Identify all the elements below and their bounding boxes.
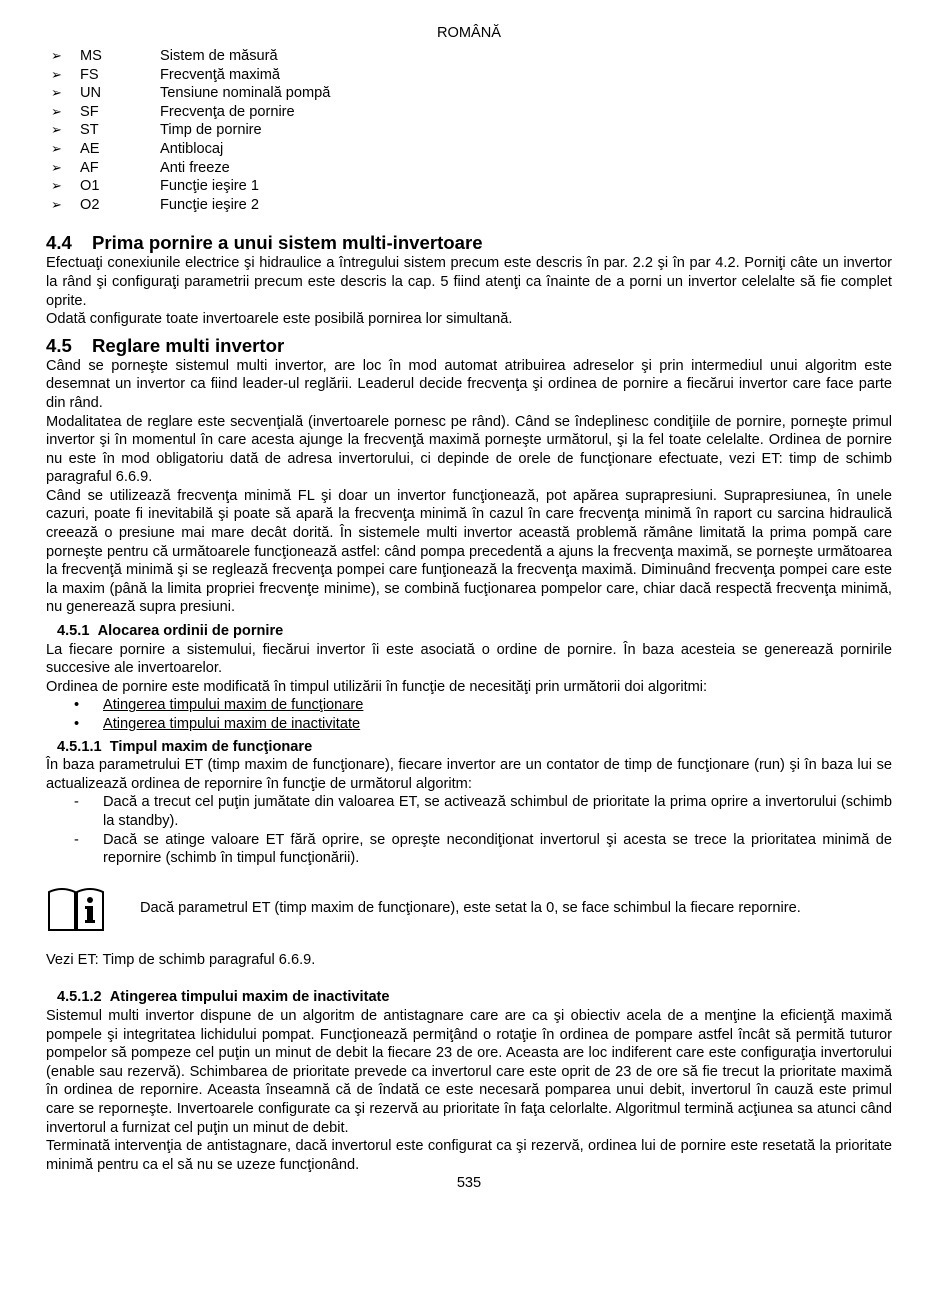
section-number: 4.4 [46,232,72,254]
arrow-bullet-icon: ➢ [51,66,62,82]
paragraph: Când se utilizează frecvenţa minimă FL şi doar un invertor funcţionează, pot apărea suprapresiuni. Suprapresiunea, în unele cazuri, poate fi inevitabilă şi poate să apară la frecvenţa minimă în cazul în care frecvenţa minimă în raport cu sarcina hidraulică creează o presiune mai mare decât dorită. În sistemele multi invertor această problemă rămâne limitată la prima pompă care porneşte pentru că următoarele funcţionează astfel: când pompa precedentă a ajuns la frecvenţa maximă, se porneşte următoarea la frecvenţă minimă şi se reglează frecvenţa pompei care funţionează la frecvenţa maximă. Diminuând frecvenţa pompei care este la maxim (până la limita propriei frecvenţe minime), se combină fucţionarea pompelor care, chiar dacă respectă frecvenţa minimă, nu generează supra presiuni. [46,487,892,616]
parameter-desc: Funcţie ieşire 1 [160,178,259,195]
paragraph: Terminată intervenţia de antistagnare, dacă invertorul este configurat ca şi rezervă, ordinea lui de pornire este resetată la prioritate minimă pentru ca el să nu se uzeze funcţionând. [46,1138,892,1173]
subsection-number: 4.5.1 [57,623,90,640]
parameter-code: O1 [80,178,100,195]
paragraph: Efectuaţi conexiunile electrice şi hidraulice a întregului sistem precum este descris în par. 2.2 şi în par 4.2. Porniţi câte un invertor la rând şi configuraţi parametrii precum este descris la cap. 5 fiind atenţi ca înainte de a porni un invertor celelalte să fie complet oprite. [46,255,892,309]
algorithm-list [46,696,892,733]
paragraph: Modalitatea de reglare este secvenţială (invertoarele pornesc pe rând). Când se îndeplinesc condiţiile de pornire, porneşte primul invertor şi în momentul în care acesta ajunge la frecvenţă maximă porneşte următorul, şi la fel toate celelalte. Ordinea de pornire nu este în mod obligatoriu dată de adresa invertorului, ci depinde de orele de funcţionare efectuate, vezi ET: timp de schimb paragraful 6.6.9. [46,413,892,486]
parameter-desc: Tensiune nominală pompă [160,85,331,102]
section-title: Reglare multi invertor [92,334,285,356]
section-heading-4-4 [46,232,892,254]
note-text: Dacă parametrul ET (timp maxim de funcţionare), este setat la 0, se face schimbul la fiecare repornire. [140,900,801,917]
parameter-item [46,121,892,140]
paragraph: Sistemul multi invertor dispune de un algoritm de antistagnare care are ca şi obiectiv acela de a menţine la eficienţă maximă pompele şi integritatea lichidului pompat. Funcţionează permiţând o rotaţie în ordinea de pompare astfel încât să permită tuturor pompelor să pompeze cel puţin un minut de debit la fiecare 23 de ore. Aceasta are loc indiferent care este configuraţia invertorului (enable sau rezervă). Schimbarea de prioritate prevede ca invertorul care este oprit de 23 de ore să fie trecut la prioritate maximă în ordinea de repornire. Aceasta înseamnă că de îndată ce este necesară pomparea unui debit, invertorul în cauză este primul care se reporneşte. Invertoarele configurate ca şi rezervă au prioritate în faţa celorlalte. Algoritmul termină acţiunea sa atunci când invertorul a furnizat cel puţin un minut de debit. [46,1007,892,1136]
arrow-bullet-icon: ➢ [51,196,62,212]
parameter-code: ST [80,122,99,139]
parameter-desc: Frecvenţă maximă [160,66,281,83]
parameter-item [46,140,892,159]
parameter-item [46,103,892,122]
list-item [46,793,892,830]
parameter-code: UN [80,85,102,102]
parameter-item [46,196,892,215]
arrow-bullet-icon: ➢ [51,85,62,101]
arrow-bullet-icon: ➢ [51,140,62,156]
arrow-bullet-icon: ➢ [51,178,62,194]
subsection-number: 4.5.1.2 [57,989,102,1006]
paragraph: Odată configurate toate invertoarele este posibilă pornirea lor simultană. [46,311,513,328]
section-heading-4-5 [46,335,892,357]
list-item-link[interactable]: Atingerea timpului maxim de inactivitate [103,716,361,732]
parameter-desc: Antiblocaj [160,140,224,157]
subsection-heading-4-5-1-1 [46,738,892,757]
section-number: 4.5 [46,334,72,356]
document-page [46,0,892,1193]
arrow-bullet-icon: ➢ [51,103,62,119]
subsection-title: Atingerea timpului maxim de inactivitate [109,989,390,1006]
page-header-language: ROMÂNĂ [436,25,502,41]
book-info-icon [46,884,106,934]
parameter-item [46,47,892,66]
subsection-title: Alocarea ordinii de pornire [97,623,284,640]
parameter-item [46,84,892,103]
arrow-bullet-icon: ➢ [51,122,62,138]
list-item-text: Dacă se atinge valoare ET fără oprire, se opreşte necondiţionat invertorul şi acesta se trece la prioritatea minimă de repornire (schimb în timpul funcţionării). [103,831,892,867]
info-note [46,881,892,937]
arrow-bullet-icon: ➢ [51,48,62,63]
list-item [46,715,892,734]
list-item-link[interactable]: Atingerea timpului maxim de funcţionare [103,697,364,714]
page-number: 535 [456,1175,482,1192]
parameter-code: AE [80,140,100,157]
dash-bullet: - [74,794,79,811]
bullet-icon: • [74,716,80,732]
parameter-code: AF [80,159,99,176]
subsection-heading-4-5-1 [46,622,892,641]
section-title: Prima pornire a unui sistem multi-invertoare [92,232,483,254]
parameter-code: SF [80,103,99,120]
list-item [46,831,892,868]
parameter-desc: Sistem de măsură [160,48,278,64]
bullet-icon: • [74,697,80,714]
paragraph: Când se porneşte sistemul multi invertor, are loc în mod automat atribuirea adreselor şi prin intermediul unui algoritm este desemnat un invertor ca fiind leader-ul reglării. Leaderul decide frecvenţa şi ordinea de pornire a fiecărui invertor care face parte din rând. [46,357,892,411]
parameter-item [46,159,892,178]
paragraph: La fiecare pornire a sistemului, fiecărui invertor îi este asociată o ordine de pornire. În baza acesteia se generează pornirile succesive ale invertoarelor. [46,641,892,677]
see-reference: Vezi ET: Timp de schimb paragraful 6.6.9. [46,951,316,968]
list-item-text: Dacă a trecut cel puţin jumătate din valoarea ET, se activează schimbul de prioritate la prima oprire a invertorului (schimb la standby). [103,794,892,829]
parameter-item [46,177,892,196]
parameter-list [46,47,892,214]
parameter-code: MS [80,48,102,64]
paragraph: Ordinea de pornire este modificată în timpul utilizării în funcţie de necesităţi prin următorii doi algoritmi: [46,678,708,695]
parameter-code: O2 [80,196,100,213]
paragraph: În baza parametrului ET (timp maxim de funcţionare), fiecare invertor are un contator de timp de funcţionare (run) şi în baza lui se actualizează ordinea de repornire în funcţie de următorul algoritm: [46,757,892,792]
parameter-item [46,66,892,85]
dash-list [46,793,892,867]
list-item [46,696,892,715]
parameter-desc: Anti freeze [160,159,230,176]
subsection-number: 4.5.1.1 [57,738,102,755]
subsection-heading-4-5-1-2 [46,988,892,1007]
subsection-title: Timpul maxim de funcţionare [109,738,313,755]
parameter-code: FS [80,66,99,83]
parameter-desc: Frecvenţa de pornire [160,103,295,120]
parameter-desc: Timp de pornire [160,122,262,139]
dash-bullet: - [74,831,79,848]
parameter-desc: Funcţie ieşire 2 [160,196,259,213]
arrow-bullet-icon: ➢ [51,159,62,175]
